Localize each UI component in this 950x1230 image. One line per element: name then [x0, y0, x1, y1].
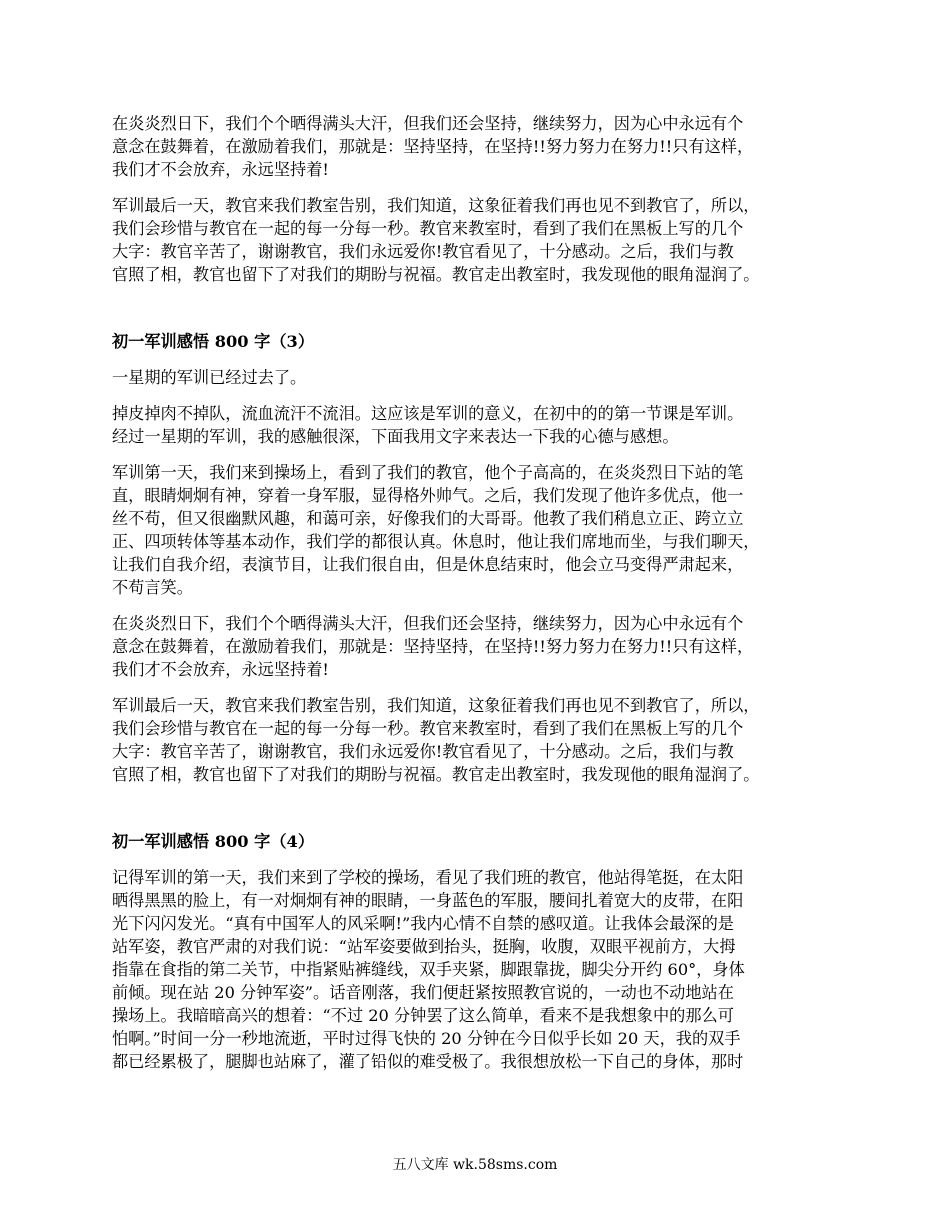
document-page [112, 112, 852, 1086]
paragraph-farewell-repeat: 军训最后一天，教官来我们教室告别，我们知道，这象征着我们再也见不到教官了，所以， 我们会珍惜与教官在一起的每一分每一秒。教官来教室时，看到了我们在黑板上写的几个 大字：教官辛苦了，谢谢教官，我们永远爱你!教官看见了，十分感动。之后，我们与教 官照了相，教官也留下了对我们的期盼与祝福。教官走出教室时，我发现他的眼角湿润了。 [112, 696, 760, 784]
paragraph-week-passed: 一星期的军训已经过去了。 [112, 368, 307, 387]
paragraph-perseverance: 在炎炎烈日下，我们个个晒得满头大汗，但我们还会坚持，继续努力，因为心中永远有个 意念在鼓舞着，在激励着我们，那就是：坚持坚持，在坚持!!努力努力在努力!!只有这样， 我们才不会放弃，永远坚持着! [112, 114, 754, 179]
paragraph-farewell: 军训最后一天，教官来我们教室告别，我们知道，这象征着我们再也见不到教官了，所以， 我们会珍惜与教官在一起的每一分每一秒。教官来教室时，看到了我们在黑板上写的几个 大字：教官辛苦了，谢谢教官，我们永远爱你!教官看见了，十分感动。之后，我们与教 官照了相，教官也留下了对我们的期盼与祝福。教官走出教室时，我发现他的眼角湿润了。 [112, 196, 760, 284]
paragraph-first-day: 军训第一天，我们来到操场上，看到了我们的教官，他个子高高的，在炎炎烈日下站的笔 直，眼睛炯炯有神，穿着一身军服，显得格外帅气。之后，我们发现了他许多优点，他一 丝不苟，但又很幽默风趣，和蔼可亲，好像我们的大哥哥。他教了我们稍息立正、跨立立 正、四项转体等基本动作，我们学的都很认真。休息时，他让我们席地而坐，与我们聊天， 让我们自我介绍，表演节目，让我们很自由，但是休息结束时，他会立马变得严肃起来， 不苟言笑。 [112, 463, 760, 597]
section-heading-3: 初一军训感悟 800 字（3） [112, 332, 315, 351]
paragraph-standing-posture: 记得军训的第一天，我们来到了学校的操场，看见了我们班的教官，他站得笔挺，在太阳 晒得黑黑的脸上，有一对炯炯有神的眼睛，一身蓝色的军服，腰间扎着宽大的皮带，在阳 光下闪闪发光。“真有中国军人的风采啊!”我内心情不自禁的感叹道。让我体会最深的是 站军姿，教官严肃的对我们说：“站军姿要做到抬头，挺胸，收腹，双眼平视前方，大拇 指靠在食指的第二关节，中指紧贴裤缝线，双手夹紧，脚跟靠拢，脚尖分开约 60°，身体 前倾。现在站 20 分钟军姿”。话音刚落，我们便赶紧按照教官说的，一动也不动地站在 操场上。我暗暗高兴的想着：“不过 20 分钟罢了这么简单，看来不是我想象中的那么可 怕啊。”时间一分一秒地流逝，平时过得飞快的 20 分钟在今日似乎长如 20 天，我的双手 都已经累极了，腿脚也站麻了，灌了铅似的难受极了。我很想放松一下自己的身体，那时 [112, 868, 745, 1071]
section-heading-4: 初一军训感悟 800 字（4） [112, 832, 315, 851]
page-footer: 五八文库 wk.58sms.com [392, 1157, 558, 1173]
paragraph-meaning: 掉皮掉肉不掉队，流血流汗不流泪。这应该是军训的意义，在初中的的第一节课是军训。 经过一星期的军训，我的感触很深，下面我用文字来表达一下我的心德与感想。 [112, 404, 744, 446]
paragraph-perseverance-repeat: 在炎炎烈日下，我们个个晒得满头大汗，但我们还会坚持，继续努力，因为心中永远有个 意念在鼓舞着，在激励着我们，那就是：坚持坚持，在坚持!!努力努力在努力!!只有这样， 我们才不会放弃，永远坚持着! [112, 614, 754, 679]
